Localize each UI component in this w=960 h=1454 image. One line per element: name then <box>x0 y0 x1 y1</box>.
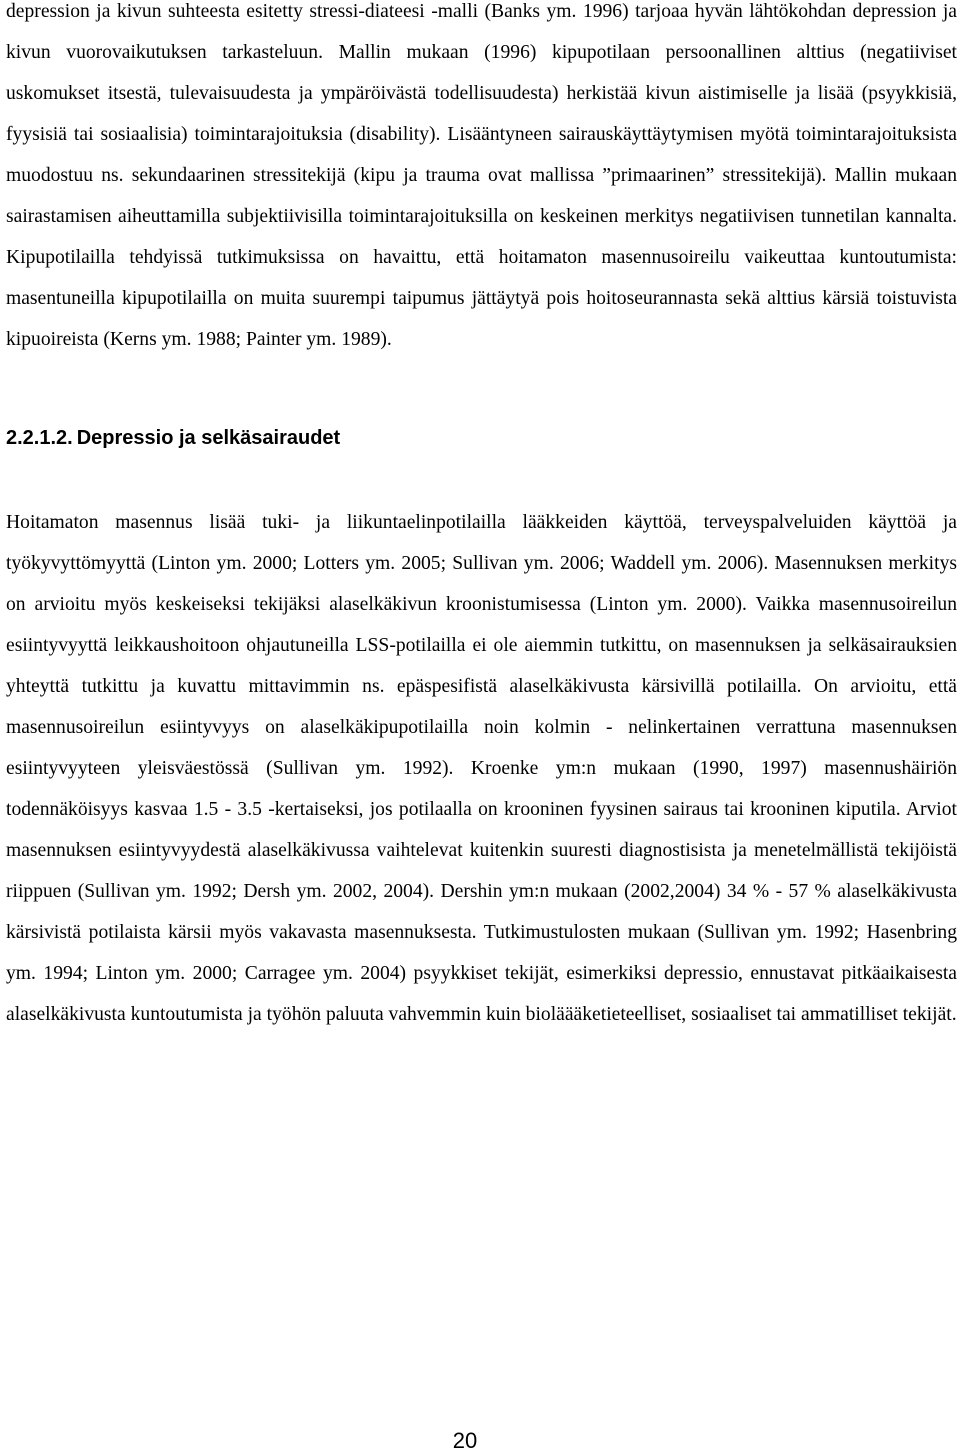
section-heading <box>6 425 957 451</box>
document-page <box>6 0 957 1035</box>
section-title: Depressio ja selkäsairaudet <box>76 427 341 449</box>
body-paragraph-1: depression ja kivun suhteesta esitetty stressi-diateesi -malli (Banks ym. 1996) tarjoaa hyvän lähtökohdan depression ja kivun vuorovaikutuksen tarkasteluun. Mallin mukaan (1996) kipupotilaan persoonallinen alttius (negatiiviset uskomukset itsestä, tulevaisuudesta ja ympäröivästä todellisuudesta) herkistää kivun aistimiselle ja lisää (psyykkisiä, fyysisiä tai sosiaalisia) toimintarajoituksia (disability). Lisääntyneen sairauskäyttäytymisen myötä toimintarajoituksista muodostuu ns. sekundaarinen stressitekijä (kipu ja trauma ovat mallissa ”primaarinen” stressitekijä). Mallin mukaan sairastamisen aiheuttamilla subjektiivisilla toimintarajoituksilla on keskeinen merkitys negatiivisen tunnetilan kannalta. Kipupotilailla tehdyissä tutkimuksissa on havaittu, että hoitamaton masennusoireilu vaikeuttaa kuntoutumista: masentuneilla kipupotilailla on muita suurempi taipumus jättäytyä pois hoitoseurannasta sekä alttius kärsiä toistuvista kipuoireista (Kerns ym. 1988; Painter ym. 1989). <box>6 1 957 350</box>
body-paragraph-2: Hoitamaton masennus lisää tuki- ja liikuntaelinpotilailla lääkkeiden käyttöä, terveyspalveluiden käyttöä ja työkyvyttömyyttä (Linton ym. 2000; Lotters ym. 2005; Sullivan ym. 2006; Waddell ym. 2006). Masennuksen merkitys on arvioitu myös keskeiseksi tekijäksi alaselkäkivun kroonistumisessa (Linton ym. 2000). Vaikka masennusoireilun esiintyvyyttä leikkaushoitoon ohjautuneilla LSS-potilailla ei ole aiemmin tutkittu, on masennuksen ja selkäsairauksien yhteyttä tutkittu ja kuvattu mittavimmin ns. epäspesifistä alaselkäkivusta kärsivillä potilailla. On arvioitu, että masennusoireilun esiintyvyys on alaselkäkipupotilailla noin kolmin - nelinkertainen verrattuna masennuksen esiintyvyyteen yleisväestössä (Sullivan ym. 1992). Kroenke ym:n mukaan (1990, 1997) masennushäiriön todennäköisyys kasvaa 1.5 - 3.5 -kertaiseksi, jos potilaalla on krooninen fyysinen sairaus tai krooninen kiputila. Arviot masennuksen esiintyvyydestä alaselkäkivussa vaihtelevat kuitenkin suuresti diagnostisista ja menetelmällistä tekijöistä riippuen (Sullivan ym. 1992; Dersh ym. 2002, 2004). Dershin ym:n mukaan (2002,2004) 34 % - 57 % alaselkäkivusta kärsivistä potilaista kärsii myös vakavasta masennuksesta. Tutkimustulosten mukaan (Sullivan ym. 1992; Hasenbring ym. 1994; Linton ym. 2000; Carragee ym. 2004) psyykkiset tekijät, esimerkiksi depressio, ennustavat pitkäaikaisesta alaselkäkivusta kuntoutumista ja työhön paluuta vahvemmin kuin bioläääketieteelliset, sosiaaliset tai ammatilliset tekijät. <box>6 512 957 1025</box>
page-number: 20 <box>452 1428 478 1453</box>
section-number: 2.2.1.2. <box>6 427 73 449</box>
